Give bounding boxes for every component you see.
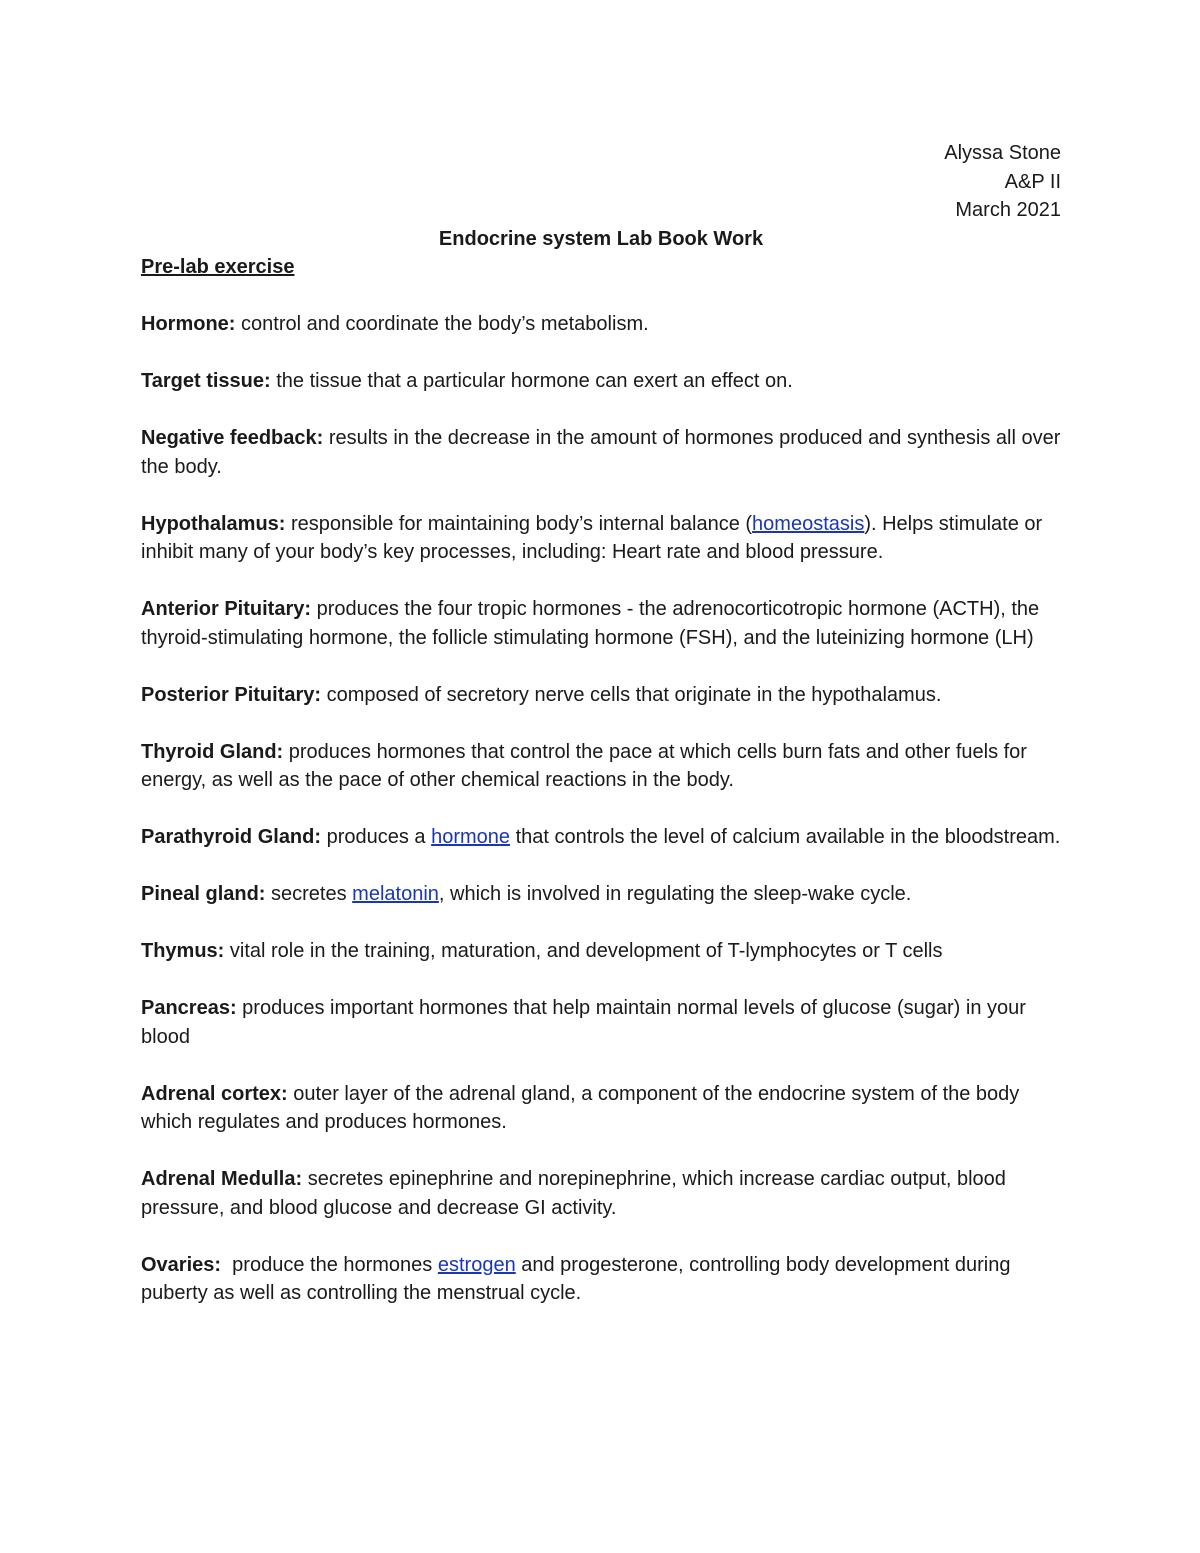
entry-negative-feedback xyxy=(141,424,1061,481)
entry-parathyroid-gland xyxy=(141,823,1061,852)
author-name: Alyssa Stone xyxy=(944,142,1061,164)
document-date: March 2021 xyxy=(955,199,1061,221)
entry-definition-end: that controls the level of calcium available in the bloodstream. xyxy=(510,826,1061,848)
entry-term: Pineal gland: xyxy=(141,883,266,905)
entry-definition: composed of secretory nerve cells that originate in the hypothalamus. xyxy=(321,683,942,706)
entry-definition: vital role in the training, maturation, and development of T-lymphocytes or T cells xyxy=(224,940,943,962)
entry-definition: the tissue that a particular hormone can exert an effect on. xyxy=(270,370,793,392)
entry-pineal-gland xyxy=(141,880,1061,909)
entry-term: Negative feedback: xyxy=(141,427,324,449)
entry-definition: produces important hormones that help maintain normal levels of glucose (sugar) in your blood xyxy=(141,997,1026,1048)
section-heading: Pre-lab exercise xyxy=(141,256,295,278)
homeostasis-link[interactable]: homeostasis xyxy=(752,512,865,535)
entry-adrenal-medulla xyxy=(141,1165,1061,1222)
entry-term: Target tissue: xyxy=(141,370,271,392)
entry-adrenal-cortex xyxy=(141,1080,1061,1137)
entry-hormone xyxy=(141,310,1061,339)
entry-definition-end: , which is involved in regulating the sleep-wake cycle. xyxy=(438,883,912,905)
entry-definition: secretes epinephrine and norepinephrine, which increase cardiac output, blood pressure, and blood glucose and decrease GI activity. xyxy=(141,1168,1006,1219)
entry-anterior-pituitary xyxy=(141,595,1061,652)
entry-thyroid-gland xyxy=(141,738,1061,795)
melatonin-link[interactable]: melatonin xyxy=(352,883,439,905)
entry-term: Anterior Pituitary: xyxy=(141,598,312,620)
entry-definition-start: produce the hormones xyxy=(221,1253,438,1276)
entry-definition: results in the decrease in the amount of hormones produced and synthesis all over the body. xyxy=(141,427,1061,478)
entry-ovaries xyxy=(141,1251,1061,1308)
entry-posterior-pituitary xyxy=(141,681,1061,710)
entry-definition: outer layer of the adrenal gland, a component of the endocrine system of the body which regulates and produces hormones. xyxy=(141,1082,1020,1133)
entry-hypothalamus xyxy=(141,510,1061,567)
entry-pancreas xyxy=(141,994,1061,1051)
entry-target-tissue xyxy=(141,367,1061,396)
entry-definition: produces hormones that control the pace at which cells burn fats and other fuels for energy, as well as the pace of other chemical reactions in the body. xyxy=(141,740,1027,791)
entry-definition: control and coordinate the body’s metabolism. xyxy=(235,313,649,335)
entry-term: Parathyroid Gland: xyxy=(141,826,322,848)
entry-definition-end: ). Helps stimulate or inhibit many of your body’s key processes, including: Heart rate and blood pressure. xyxy=(141,512,1043,563)
entry-term: Thyroid Gland: xyxy=(141,740,284,763)
entry-definition-end: and progesterone, controlling body development during puberty as well as controlling the menstrual cycle. xyxy=(141,1253,1011,1304)
course-name: A&P II xyxy=(1004,170,1061,193)
entry-definition-start: secretes xyxy=(265,883,353,905)
entry-term: Pancreas: xyxy=(141,997,237,1019)
hormone-link[interactable]: hormone xyxy=(431,826,511,848)
entry-term: Hypothalamus: xyxy=(141,512,286,535)
entry-term: Adrenal Medulla: xyxy=(141,1168,303,1190)
estrogen-link[interactable]: estrogen xyxy=(437,1253,516,1276)
entry-definition-start: produces a xyxy=(321,826,432,848)
entry-thymus xyxy=(141,937,1061,966)
entry-term: Ovaries: xyxy=(141,1253,222,1276)
header-block xyxy=(141,139,1061,225)
blank-line xyxy=(141,282,1061,311)
document-page xyxy=(141,139,1061,1336)
entry-term: Posterior Pituitary: xyxy=(141,683,322,706)
document-title: Endocrine system Lab Book Work xyxy=(438,227,764,250)
entry-term: Adrenal cortex: xyxy=(141,1082,288,1105)
entry-term: Hormone: xyxy=(141,313,236,335)
entry-definition: produces the four tropic hormones - the adrenocorticotropic hormone (ACTH), the thyroid-stimulating hormone, the follicle stimulating hormone (FSH), and the luteinizing hormone (LH) xyxy=(141,598,1040,649)
entry-definition-start: responsible for maintaining body’s internal balance ( xyxy=(285,512,753,535)
entry-term: Thymus: xyxy=(141,940,225,962)
